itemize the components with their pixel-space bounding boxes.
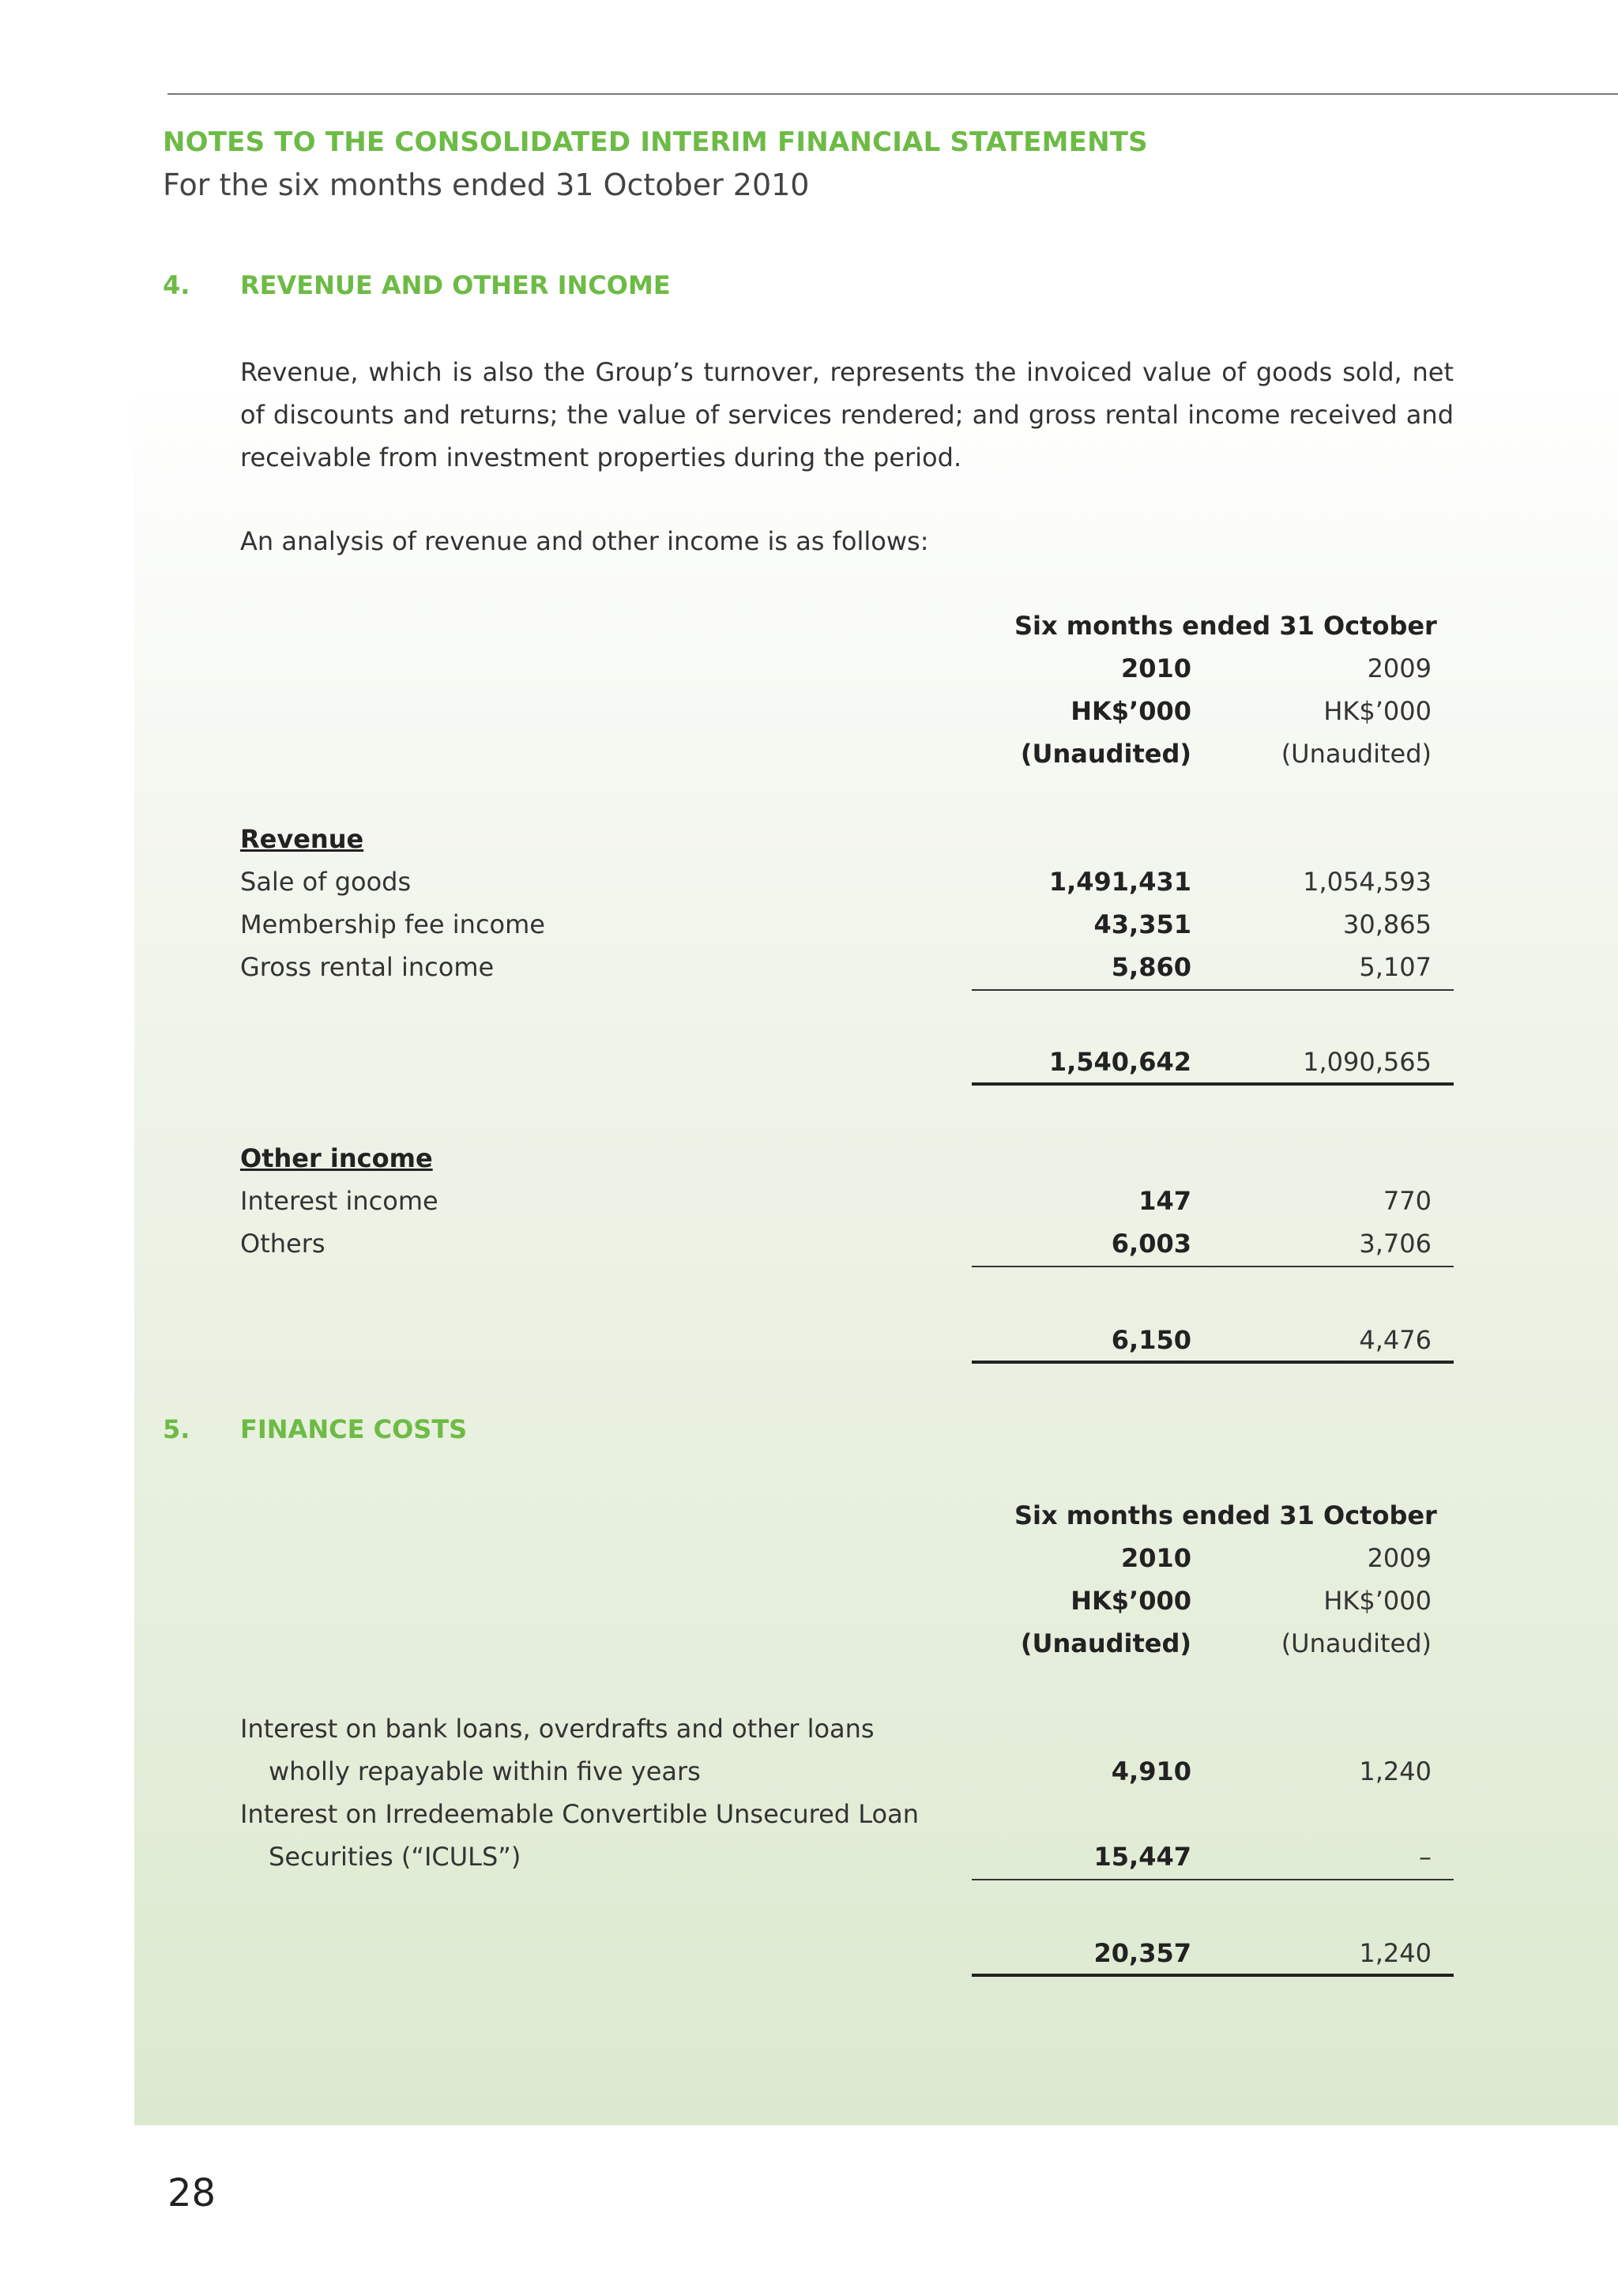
- section-4-number: 4.: [163, 270, 190, 300]
- table-row-label: Gross rental income: [240, 952, 495, 982]
- table-cell-2010: 15,447: [1093, 1842, 1191, 1872]
- total-rule: [972, 1082, 1454, 1086]
- finance-costs-total-2010: 20,357: [1093, 1938, 1191, 1968]
- col-2009-status: (Unaudited): [1281, 1628, 1432, 1658]
- revenue-label: Revenue: [240, 824, 364, 854]
- col-2010-unit: HK$’000: [1071, 1586, 1191, 1616]
- revenue-total-2010: 1,540,642: [1048, 1047, 1191, 1077]
- subtotal-rule: [972, 1266, 1454, 1267]
- page-heading: NOTES TO THE CONSOLIDATED INTERIM FINANCIAL STATEMENTS: [163, 126, 1148, 158]
- col-2009-unit: HK$’000: [1323, 696, 1432, 726]
- table-cell-2010: 43,351: [1093, 909, 1191, 939]
- table-cell-2010: 4,910: [1111, 1756, 1191, 1786]
- table-row-label-continued: wholly repayable within five years: [269, 1756, 701, 1786]
- table-cell-2009: 770: [1383, 1186, 1432, 1216]
- table-row-label: Interest income: [240, 1186, 438, 1216]
- table-row-label: Membership fee income: [240, 909, 545, 939]
- col-2009-year: 2009: [1367, 653, 1432, 683]
- subtotal-rule: [972, 1879, 1454, 1880]
- table-cell-2009: 1,240: [1359, 1756, 1432, 1786]
- other-income-total-2009: 4,476: [1359, 1325, 1432, 1355]
- table-cell-2009: 5,107: [1359, 952, 1432, 982]
- other-income-total-2010: 6,150: [1111, 1325, 1191, 1355]
- table-row-label-continued: Securities (“ICULS”): [269, 1842, 521, 1872]
- total-rule: [972, 1974, 1454, 1977]
- subtotal-rule: [972, 989, 1454, 991]
- section-5-title: FINANCE COSTS: [240, 1414, 468, 1444]
- col-2009-unit: HK$’000: [1323, 1586, 1432, 1616]
- col-2010-year: 2010: [1120, 653, 1191, 683]
- table-cell-2009: –: [1419, 1842, 1432, 1872]
- revenue-total-2009: 1,090,565: [1303, 1047, 1432, 1077]
- top-rule: [167, 93, 1618, 95]
- col-2010-status: (Unaudited): [1020, 739, 1191, 769]
- section-5-number: 5.: [163, 1414, 190, 1444]
- table-cell-2010: 5,860: [1111, 952, 1191, 982]
- col-2009-status: (Unaudited): [1281, 739, 1432, 769]
- period-header: Six months ended 31 October: [1014, 611, 1437, 641]
- table-row-label: Interest on Irredeemable Convertible Unsecured Loan: [240, 1799, 919, 1829]
- finance-costs-total-2009: 1,240: [1359, 1938, 1432, 1968]
- col-2010-status: (Unaudited): [1020, 1628, 1191, 1658]
- table-cell-2009: 30,865: [1343, 909, 1432, 939]
- page-subheading: For the six months ended 31 October 2010: [163, 167, 810, 202]
- col-2010-unit: HK$’000: [1071, 696, 1191, 726]
- page-number: 28: [167, 2171, 216, 2215]
- period-header: Six months ended 31 October: [1014, 1500, 1437, 1530]
- table-row-label: Sale of goods: [240, 867, 412, 897]
- table-cell-2010: 1,491,431: [1048, 867, 1191, 897]
- section-4-paragraph-1: Revenue, which is also the Group’s turnover, represents the invoiced value of goods sold, net of discounts and returns; the value of services rendered; and gross rental income received and receivable from investment properties during the period.: [240, 357, 1454, 472]
- col-2010-year: 2010: [1120, 1543, 1191, 1573]
- table-row-label: Others: [240, 1229, 325, 1259]
- other-income-label: Other income: [240, 1143, 433, 1173]
- section-4-title: REVENUE AND OTHER INCOME: [240, 270, 671, 300]
- table-cell-2009: 1,054,593: [1303, 867, 1432, 897]
- col-2009-year: 2009: [1367, 1543, 1432, 1573]
- section-4-paragraph-2: An analysis of revenue and other income is as follows:: [240, 526, 929, 556]
- table-row-label: Interest on bank loans, overdrafts and other loans: [240, 1714, 875, 1744]
- table-cell-2010: 147: [1138, 1186, 1191, 1216]
- total-rule: [972, 1361, 1454, 1364]
- table-cell-2009: 3,706: [1359, 1229, 1432, 1259]
- table-cell-2010: 6,003: [1111, 1229, 1191, 1259]
